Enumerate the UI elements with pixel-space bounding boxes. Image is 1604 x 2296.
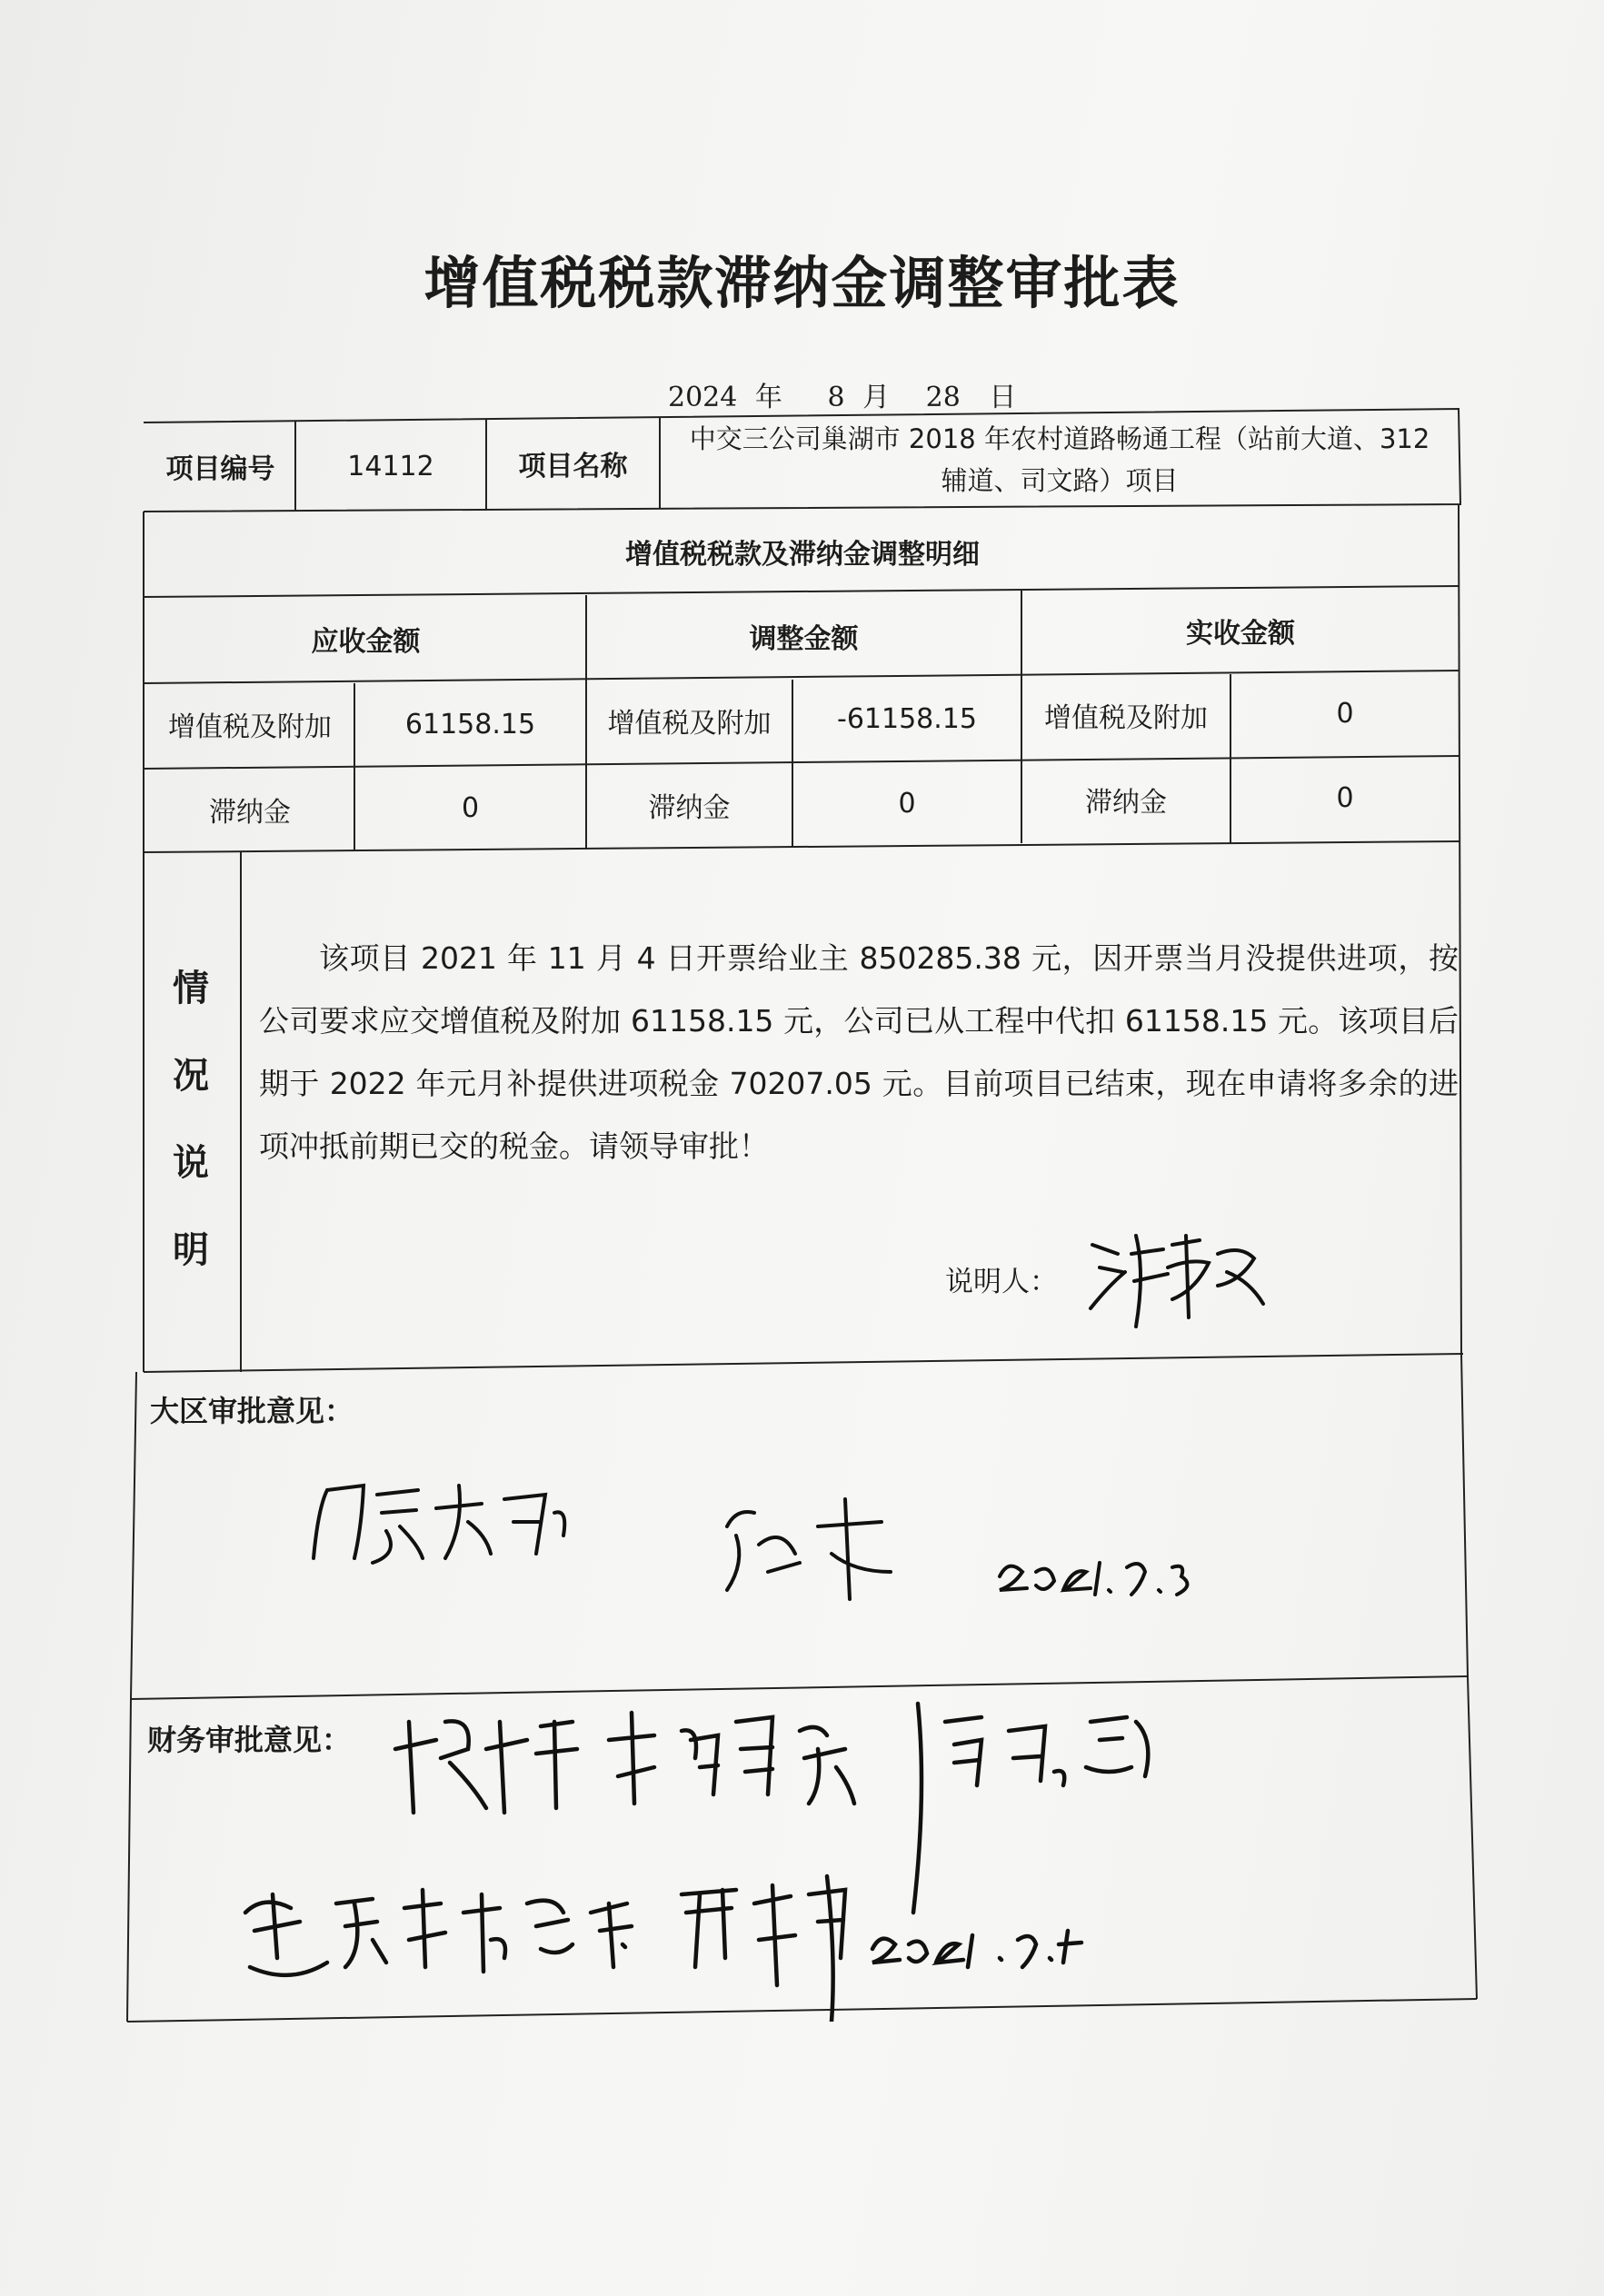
row2-adjust-label: 滞纳金: [648, 792, 731, 824]
row1-receivable-value: 61158.15: [404, 708, 536, 740]
date-month: 8: [827, 382, 845, 413]
date-year: 2024: [668, 382, 738, 413]
row1-actual-value: 0: [1336, 697, 1354, 730]
column-adjust-header: 调整金额: [749, 622, 859, 655]
project-name-line-2: 辅道、司文路）项目: [941, 465, 1179, 496]
form-title: 增值税税款滞纳金调整审批表: [423, 250, 1181, 316]
project-name-line-1: 中交三公司巢湖市 2018 年农村道路畅通工程（站前大道、312: [689, 423, 1430, 454]
explainer-signature: [1081, 1218, 1281, 1336]
situation-label-char: 情: [173, 968, 209, 1009]
date-year-unit: 年: [754, 382, 782, 413]
detail-section-title: 增值税税款及滞纳金调整明细: [625, 539, 980, 571]
row1-actual-label: 增值税及附加: [1044, 702, 1208, 734]
date-month-unit: 月: [862, 382, 891, 413]
row2-actual-label: 滞纳金: [1085, 787, 1167, 819]
explainer-label: 说明人：: [945, 1266, 1058, 1298]
region-approval-label: 大区审批意见：: [150, 1394, 354, 1428]
column-receivable-header: 应收金额: [311, 625, 421, 658]
date-day: 28: [925, 382, 961, 413]
project-no-label: 项目编号: [165, 453, 275, 485]
row2-adjust-value: 0: [898, 787, 916, 820]
situation-label-char: 明: [173, 1229, 209, 1271]
row1-adjust-value: -61158.15: [837, 702, 977, 735]
row2-receivable-value: 0: [461, 791, 480, 824]
row2-receivable-label: 滞纳金: [209, 797, 291, 829]
row1-receivable-label: 增值税及附加: [168, 711, 332, 743]
project-name-value: [660, 416, 1460, 503]
date-day-unit: 日: [989, 382, 1017, 413]
situation-label-char: 况: [173, 1055, 209, 1097]
situation-label: [145, 945, 236, 1294]
finance-approval-handwriting: [227, 1685, 1318, 2022]
finance-approval-label: 财务审批意见：: [147, 1723, 352, 1757]
situation-label-char: 说: [173, 1142, 209, 1184]
row1-adjust-label: 增值税及附加: [607, 708, 772, 740]
column-actual-header: 实收金额: [1186, 618, 1295, 650]
region-approval-handwriting: [309, 1472, 1218, 1626]
project-name-label: 项目名称: [518, 451, 628, 482]
situation-text: 该项目 2021 年 11 月 4 日开票给业主 850285.38 元，因开票当月没提供进项，按公司要求应交增值税及附加 61158.15 元，公司已从工程中代扣 61158.15 元。该项目后期于 2022 年元月补提供进项税金 70207.05 元。目前项目已结束，现在申请将多余的进项冲抵前期已交的税金。请领导审批！: [259, 940, 1459, 1164]
project-no-value: 14112: [347, 450, 434, 482]
row2-actual-value: 0: [1336, 781, 1354, 814]
